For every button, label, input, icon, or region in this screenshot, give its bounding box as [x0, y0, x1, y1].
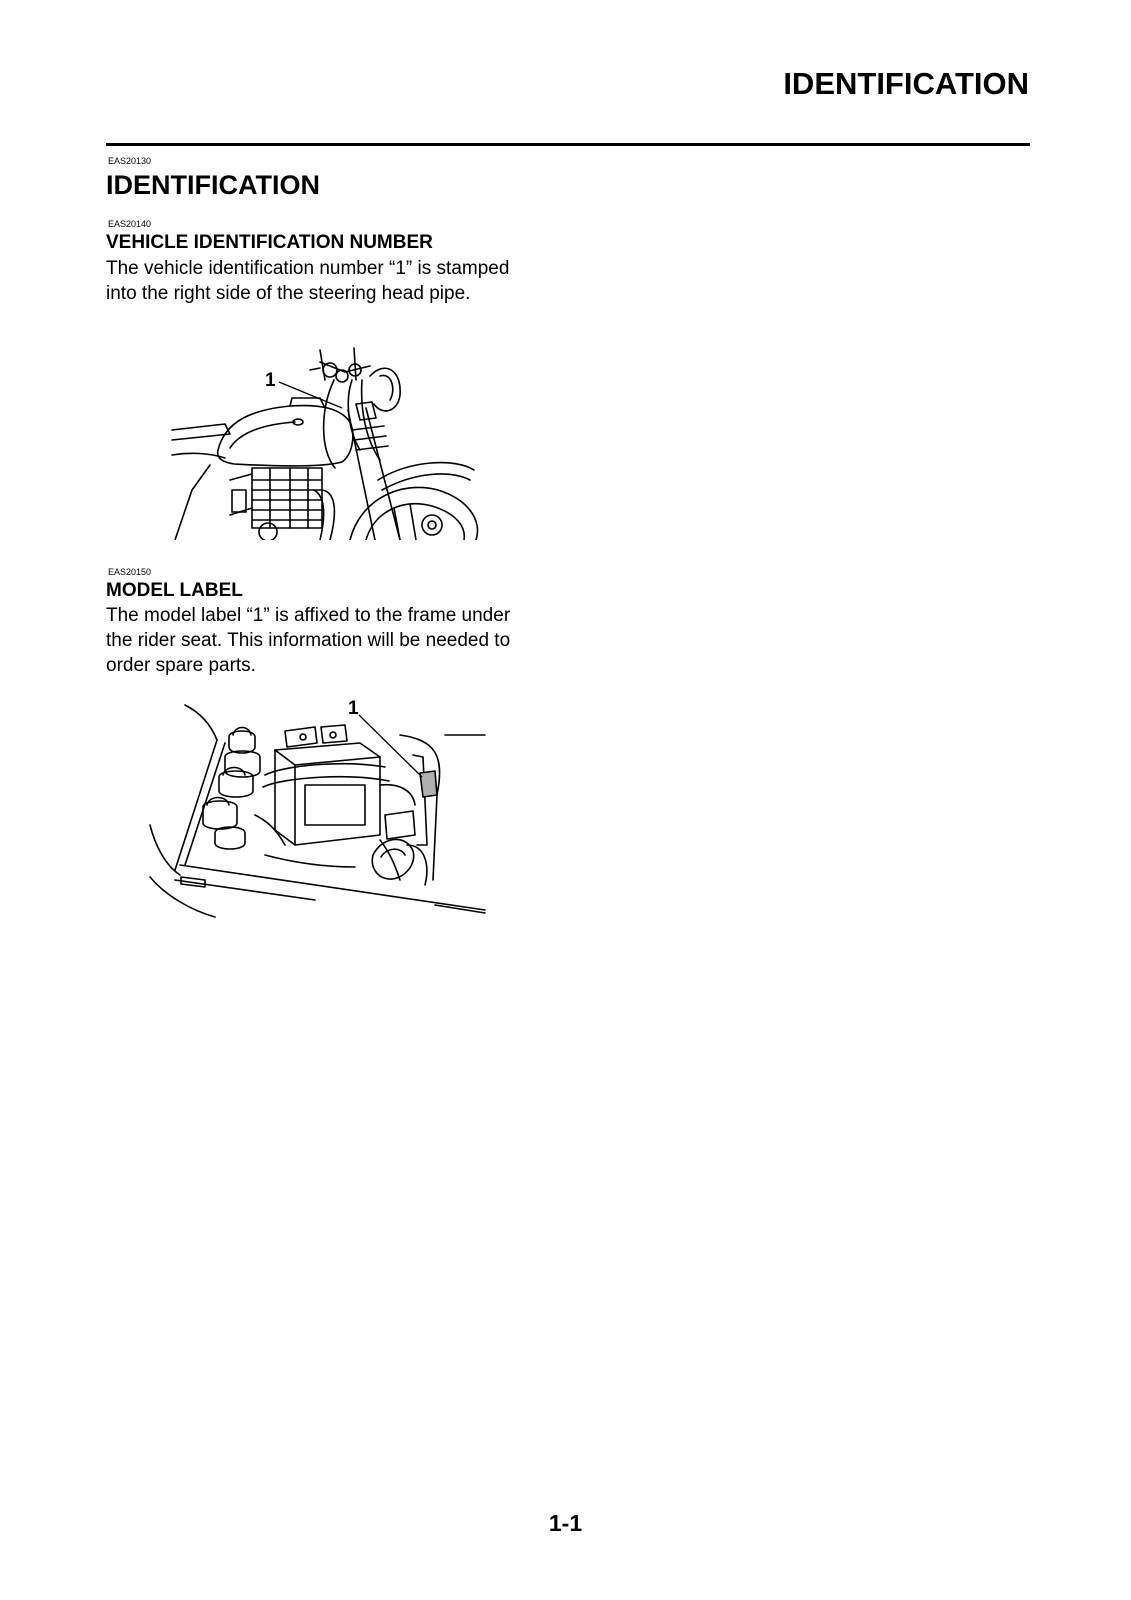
model-label-location-illustration — [145, 695, 490, 925]
model-label-paragraph — [106, 603, 556, 678]
vin-callout-number: 1 — [265, 370, 276, 391]
model-label-heading: MODEL LABEL — [106, 580, 243, 601]
header-divider — [106, 143, 1030, 146]
vin-location-illustration — [170, 340, 490, 540]
model-label-code: EAS20150 — [108, 567, 152, 577]
model-label-line-3: order spare parts. — [106, 655, 256, 676]
section-code: EAS20130 — [108, 156, 152, 166]
vin-heading: VEHICLE IDENTIFICATION NUMBER — [106, 232, 433, 253]
model-label-line-1: The model label “1” is affixed to the frame under — [106, 605, 511, 626]
page-number: 1-1 — [548, 1510, 583, 1536]
model-label-callout-number: 1 — [348, 698, 359, 719]
model-label-line-2: the rider seat. This information will be needed to — [106, 630, 511, 651]
vin-paragraph — [106, 256, 556, 306]
vin-line-1: The vehicle identification number “1” is stamped — [106, 258, 510, 279]
vin-code: EAS20140 — [108, 219, 152, 229]
section-title: IDENTIFICATION — [106, 170, 320, 200]
running-header-title: IDENTIFICATION — [783, 66, 1029, 101]
vin-line-2: into the right side of the steering head pipe. — [106, 283, 471, 304]
